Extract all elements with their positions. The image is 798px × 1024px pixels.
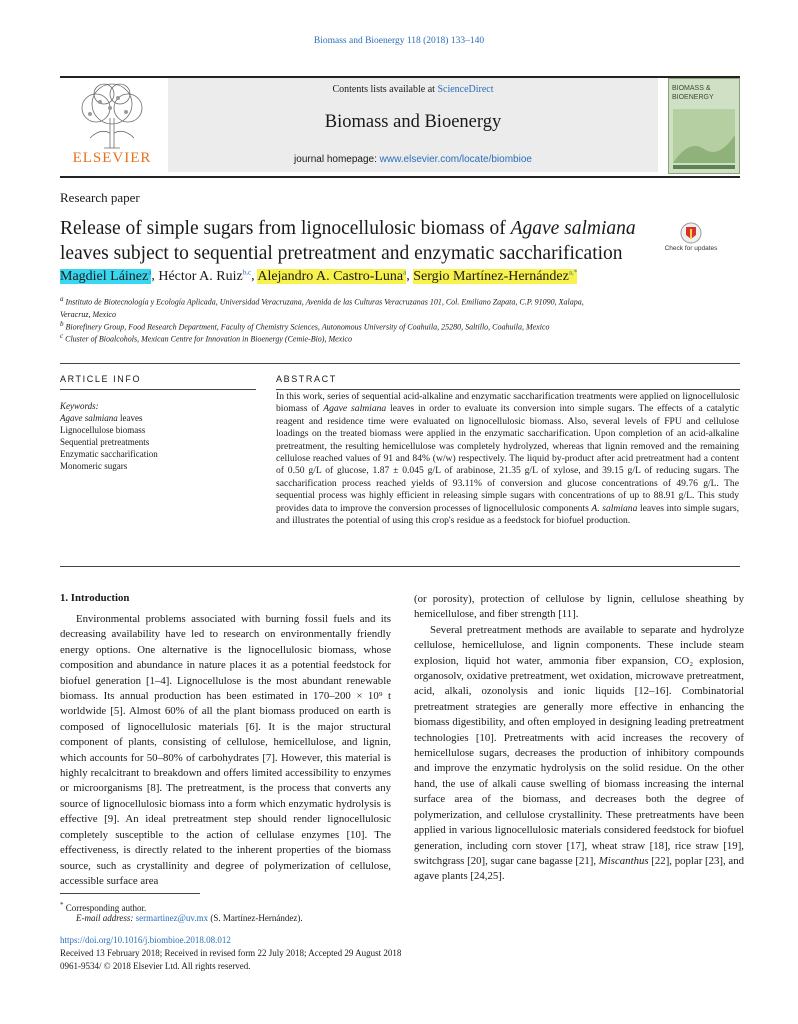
divider-top: [60, 363, 740, 364]
body-column-right: [414, 592, 744, 885]
sciencedirect-link[interactable]: ScienceDirect: [437, 84, 494, 95]
article-info-heading: ARTICLE INFO: [60, 374, 142, 384]
keyword-item: Monomeric sugars: [60, 461, 128, 471]
homepage-link[interactable]: www.elsevier.com/locate/biombioe: [379, 154, 532, 165]
paragraph: Several pretreatment methods are available to separate and hydrolyze cellulose, hemicellulose, and lignin components. These include steam explosion, liquid hot water, ammonia fiber expansion, CO₂ explosion, organosolv, oxidative pretreatment, wet oxidation, microwave pretreatment, acid, alkali, ozonolysis and ionic liquids [12–16]. Combinatorial pretreatment strategies are generally more effective in enhancing the biomass digestibility, and often employed in designing leading pretreatment technologies [10]. Pretreatments with acid increases the recovery of hemicellulose sugars, decreases the production of inhibitory compounds and improve the enzymatic hydrolysis on the solid residue. On the other hand, the use of alkali cause swelling of biomass increasing the internal surface area of the biomass, and decreases both the degree of polymerization, and cellulose crystallinity. These pretreatments have been applied in various lignocellulosic materials considered feedstock for biofuel generation, including corn stover [17], wheat straw [18], rice straw [19], switchgrass [20], sugar cane bagasse [21], Miscanthus [22], poplar [23], and agave plants [24,25].: [414, 623, 745, 883]
journal-name: Biomass and Bioenergy: [324, 112, 502, 132]
affiliation-a: $^a$ Instituto de Biotecnología y Ecología Aplicada, Universidad Veracruzana, Avenida de las Culturas Veracruzanas 101, Col. Emiliano Zapata, C.P. 91090, Xalapa, Veracruz, Mexico: [60, 295, 584, 319]
author-2[interactable]: Héctor A. Ruiz$^{b,c}$: [158, 268, 252, 284]
citation-link[interactable]: Biomass and Bioenergy 118 (2018) 133–140: [313, 36, 485, 46]
abstract-heading: ABSTRACT: [276, 374, 337, 384]
footnote-rule: [60, 893, 200, 894]
affiliation-c: $^c$ Cluster of Bioalcohols, Mexican Centre for Innovation in Bioenergy (Cemie-Bio), Mexico: [60, 332, 352, 344]
email-link[interactable]: sermartinez@uv.mx: [135, 913, 209, 923]
contents-line: Contents lists available at ScienceDirect: [332, 84, 494, 95]
received-dates: Received 13 February 2018; Received in revised form 22 July 2018; Accepted 29 August 2018: [60, 948, 402, 958]
copyright: 0961-9534/ © 2018 Elsevier Ltd. All rights reserved.: [60, 961, 251, 971]
keywords-label: Keywords:: [60, 401, 99, 411]
author-3[interactable]: Alejandro A. Castro-Luna$^a$: [257, 268, 407, 284]
author-list: Magdiel Láinez$^a$, Héctor A. Ruiz$^{b,c}$, Alejandro A. Castro-Luna$^a$, Sergio Martínez-Hernández$^{a,*}$: [60, 268, 578, 284]
crossmark-label[interactable]: Check for updates: [664, 245, 718, 252]
corresponding-author-note: * Corresponding author.: [60, 901, 147, 913]
publisher-name: ELSEVIER: [72, 150, 152, 166]
journal-citation[interactable]: [0, 36, 798, 46]
divider-info: [60, 389, 256, 390]
keywords-list: [60, 400, 158, 472]
section-heading-introduction: 1. Introduction: [60, 592, 130, 604]
cover-title: BIOMASS & BIOENERGY: [672, 85, 714, 101]
doi-link[interactable]: https://doi.org/10.1016/j.biombioe.2018.08.012: [60, 935, 231, 945]
paragraph: (or porosity), protection of cellulose by lignin, cellulose sheathing by hemicellulose, and fiber strength [11].: [414, 593, 744, 621]
keyword-item: Agave salmiana leaves: [60, 413, 143, 423]
abstract-text: In this work, series of sequential acid-alkaline and enzymatic saccharification treatments were applied on lignocellulosic biomass of Agave salmiana leaves in order to evaluate its conversion into simple sugars. The effects of a catalytic reagent and residence time were evaluated on lignocellulosic biomass. Also, several levels of FPU and cellulose loadings on the treated biomass were applied in the enzymatic saccharification. Upon completion of an acid-alkaline pretreatment, the resulting hemicellulose was completely hydrolyzed, whereas that lignin removed and the remaining cellulose reached values of 91 and 84% (w/w) respectively. The liquid by-product after acid pretreatment had a content of 0.50 g/L of glucose, 1.87 ± 0.045 g/L of arabinose, 21.35 g/L of xylose, and 39.15 g/L of reducing sugars. The saccharification process reached yields of 93.11% of conversion and glucose concentrations of 49.76 g/L. The sequential process was highly efficient in releasing simple sugars with concentrations of up to 88.91 g/L. This study provides data to improve the conversion processes of lignocellulosic components A. salmiana leaves into simple sugars, and illustrates the potential of using this crop's residue as a feedstock for biofuel production.: [276, 391, 740, 527]
divider-abstract: [276, 389, 740, 390]
body-column-left: [60, 612, 391, 889]
doi[interactable]: [60, 934, 740, 947]
keyword-item: Enzymatic saccharification: [60, 449, 158, 459]
divider-bottom: [60, 566, 740, 567]
article-type: Research paper: [60, 190, 140, 205]
keyword-item: Lignocellulose biomass: [60, 425, 146, 435]
paragraph: Environmental problems associated with burning fossil fuels and its decreasing availability have led to research on environmentally friendly energy options. One alternative is the lignocellulosic biomass, whose composition and abundance in nature places it as a potential feedstock for biofuel generation [1–4]. Lignocellulose is the most abundant renewable biomass. Its annual production has been estimated in 170–200 × 10⁹ t worldwide [5]. Almost 60% of all the plant biomass produced on earth is composed of lignocellulosic materials [6]. It is the major structural component of plants, consisting of cellulose, hemicellulose, and lignin, which accounts for 50–80% of carbohydrates [7]. However, this material is highly recalcitrant to breakdown and offers limited accessibility to enzymes or microorganisms [8]. The pretreatment, is the process that converts any source of lignocellulosic biomass into a form which enzymatic hydrolysis is effective [9]. An ideal pretreatment step should render lignocellulosic completely susceptible to the action of cellulase enzymes [10]. The effectiveness, is directly related to the inherent properties of the biomass source, such as crystallinity and degree of polymerization of cellulose, accessible surface area: [60, 613, 391, 887]
affiliation-b: $^b$ Biorefinery Group, Food Research Department, Faculty of Chemistry Sciences, Autonomous University of Coahuila, 25280, Saltillo, Coahuila, Mexico: [60, 320, 550, 332]
journal-homepage: journal homepage: www.elsevier.com/locate/biombioe: [294, 154, 532, 165]
author-1[interactable]: Magdiel Láinez$^a$: [60, 268, 152, 284]
author-4[interactable]: Sergio Martínez-Hernández$^{a,*}$: [413, 268, 578, 284]
keyword-item: Sequential pretreatments: [60, 437, 150, 447]
email-note: E-mail address: sermartinez@uv.mx (S. Martínez-Hernández).: [76, 913, 303, 923]
article-title: Release of simple sugars from lignocellulosic biomass of Agave salmiana leaves subject to sequential pretreatment and enzymatic saccharification: [60, 218, 636, 264]
